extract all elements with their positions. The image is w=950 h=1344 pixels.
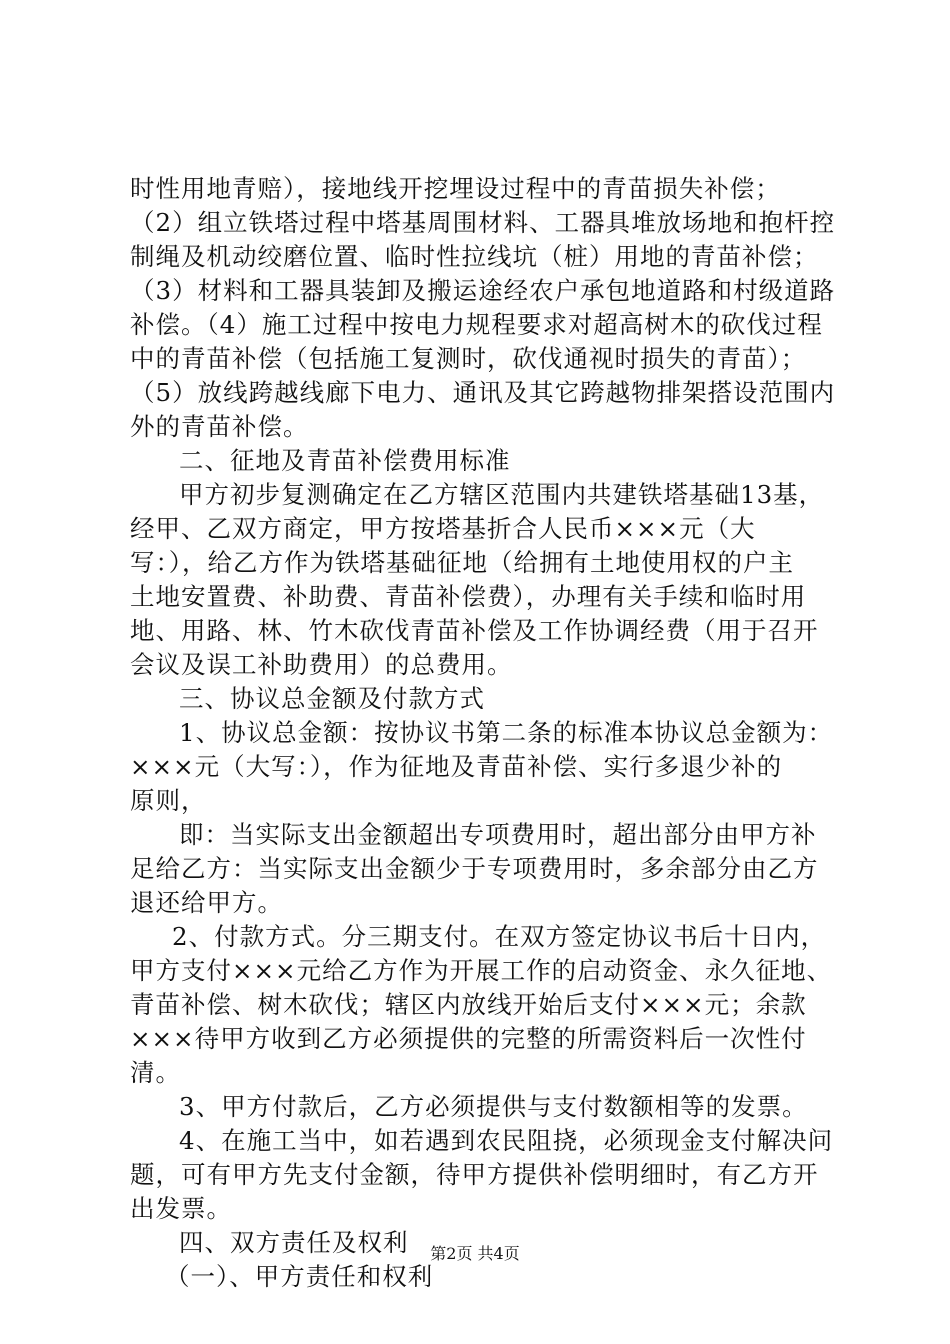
section-heading: 三、协议总金额及付款方式 [179, 684, 485, 713]
text-line: 4、在施工当中，如若遇到农民阻挠，必须现金支付解决问 [179, 1126, 834, 1155]
text-line: 经甲、乙双方商定，甲方按塔基折合人民币×××元（大 [130, 514, 756, 543]
text-line: 足给乙方：当实际支出金额少于专项费用时，多余部分由乙方 [130, 854, 819, 883]
text-line: 会议及误工补助费用）的总费用。 [130, 650, 513, 679]
text-line: 制绳及机动绞磨位置、临时性拉线坑（桩）用地的青苗补偿； [130, 242, 819, 271]
text-line: （2）组立铁塔过程中塔基周围材料、工器具堆放场地和抱杆控 [130, 208, 836, 237]
text-line: 清。 [130, 1058, 181, 1087]
section-heading: 四、双方责任及权利 [179, 1228, 409, 1257]
document-body [130, 172, 836, 1294]
text-line: 2、付款方式。分三期支付。在双方签定协议书后十日内， [172, 922, 827, 951]
text-line: ×××元（大写：），作为征地及青苗补偿、实行多退少补的 [130, 752, 783, 781]
text-line: 甲方支付×××元给乙方作为开展工作的启动资金、永久征地、 [130, 956, 833, 985]
text-line: 地、用路、林、竹木砍伐青苗补偿及工作协调经费（用于召开 [130, 616, 819, 645]
text-line: 原则， [130, 786, 207, 815]
text-line: 退还给甲方。 [130, 888, 283, 917]
text-line: 写：），给乙方作为铁塔基础征地（给拥有土地使用权的户主 [130, 548, 794, 577]
text-line: 外的青苗补偿。 [130, 412, 309, 441]
section-heading: 二、征地及青苗补偿费用标准 [179, 446, 511, 475]
text-line: 甲方初步复测确定在乙方辖区范围内共建铁塔基础13基， [179, 480, 825, 509]
page-number-footer: 第2页 共4页 [430, 1244, 520, 1263]
text-line: 3、甲方付款后，乙方必须提供与支付数额相等的发票。 [179, 1092, 808, 1121]
text-line: 即：当实际支出金额超出专项费用时，超出部分由甲方补 [179, 820, 817, 849]
subsection-heading: （一）、甲方责任和权利 [165, 1262, 434, 1291]
text-line: 题，可有甲方先支付金额，待甲方提供补偿明细时，有乙方开 [130, 1160, 819, 1189]
text-line: 中的青苗补偿（包括施工复测时，砍伐通视时损失的青苗）； [130, 344, 807, 373]
text-line: 1、协议总金额：按协议书第二条的标准本协议总金额为： [179, 718, 834, 747]
text-line: 土地安置费、补助费、青苗补偿费），办理有关手续和临时用 [130, 582, 807, 611]
text-line: ×××待甲方收到乙方必须提供的完整的所需资料后一次性付 [130, 1024, 807, 1053]
text-line: （5）放线跨越线廊下电力、通讯及其它跨越物排架搭设范围内 [130, 378, 836, 407]
text-line: 青苗补偿、树木砍伐；辖区内放线开始后支付×××元；余款 [130, 990, 807, 1019]
text-line: 补偿。（4）施工过程中按电力规程要求对超高树木的砍伐过程 [130, 310, 823, 339]
text-line: 时性用地青赔），接地线开挖埋设过程中的青苗损失补偿； [130, 174, 781, 203]
text-line: 出发票。 [130, 1194, 232, 1223]
text-line: （3）材料和工器具装卸及搬运途经农户承包地道路和村级道路 [130, 276, 836, 305]
